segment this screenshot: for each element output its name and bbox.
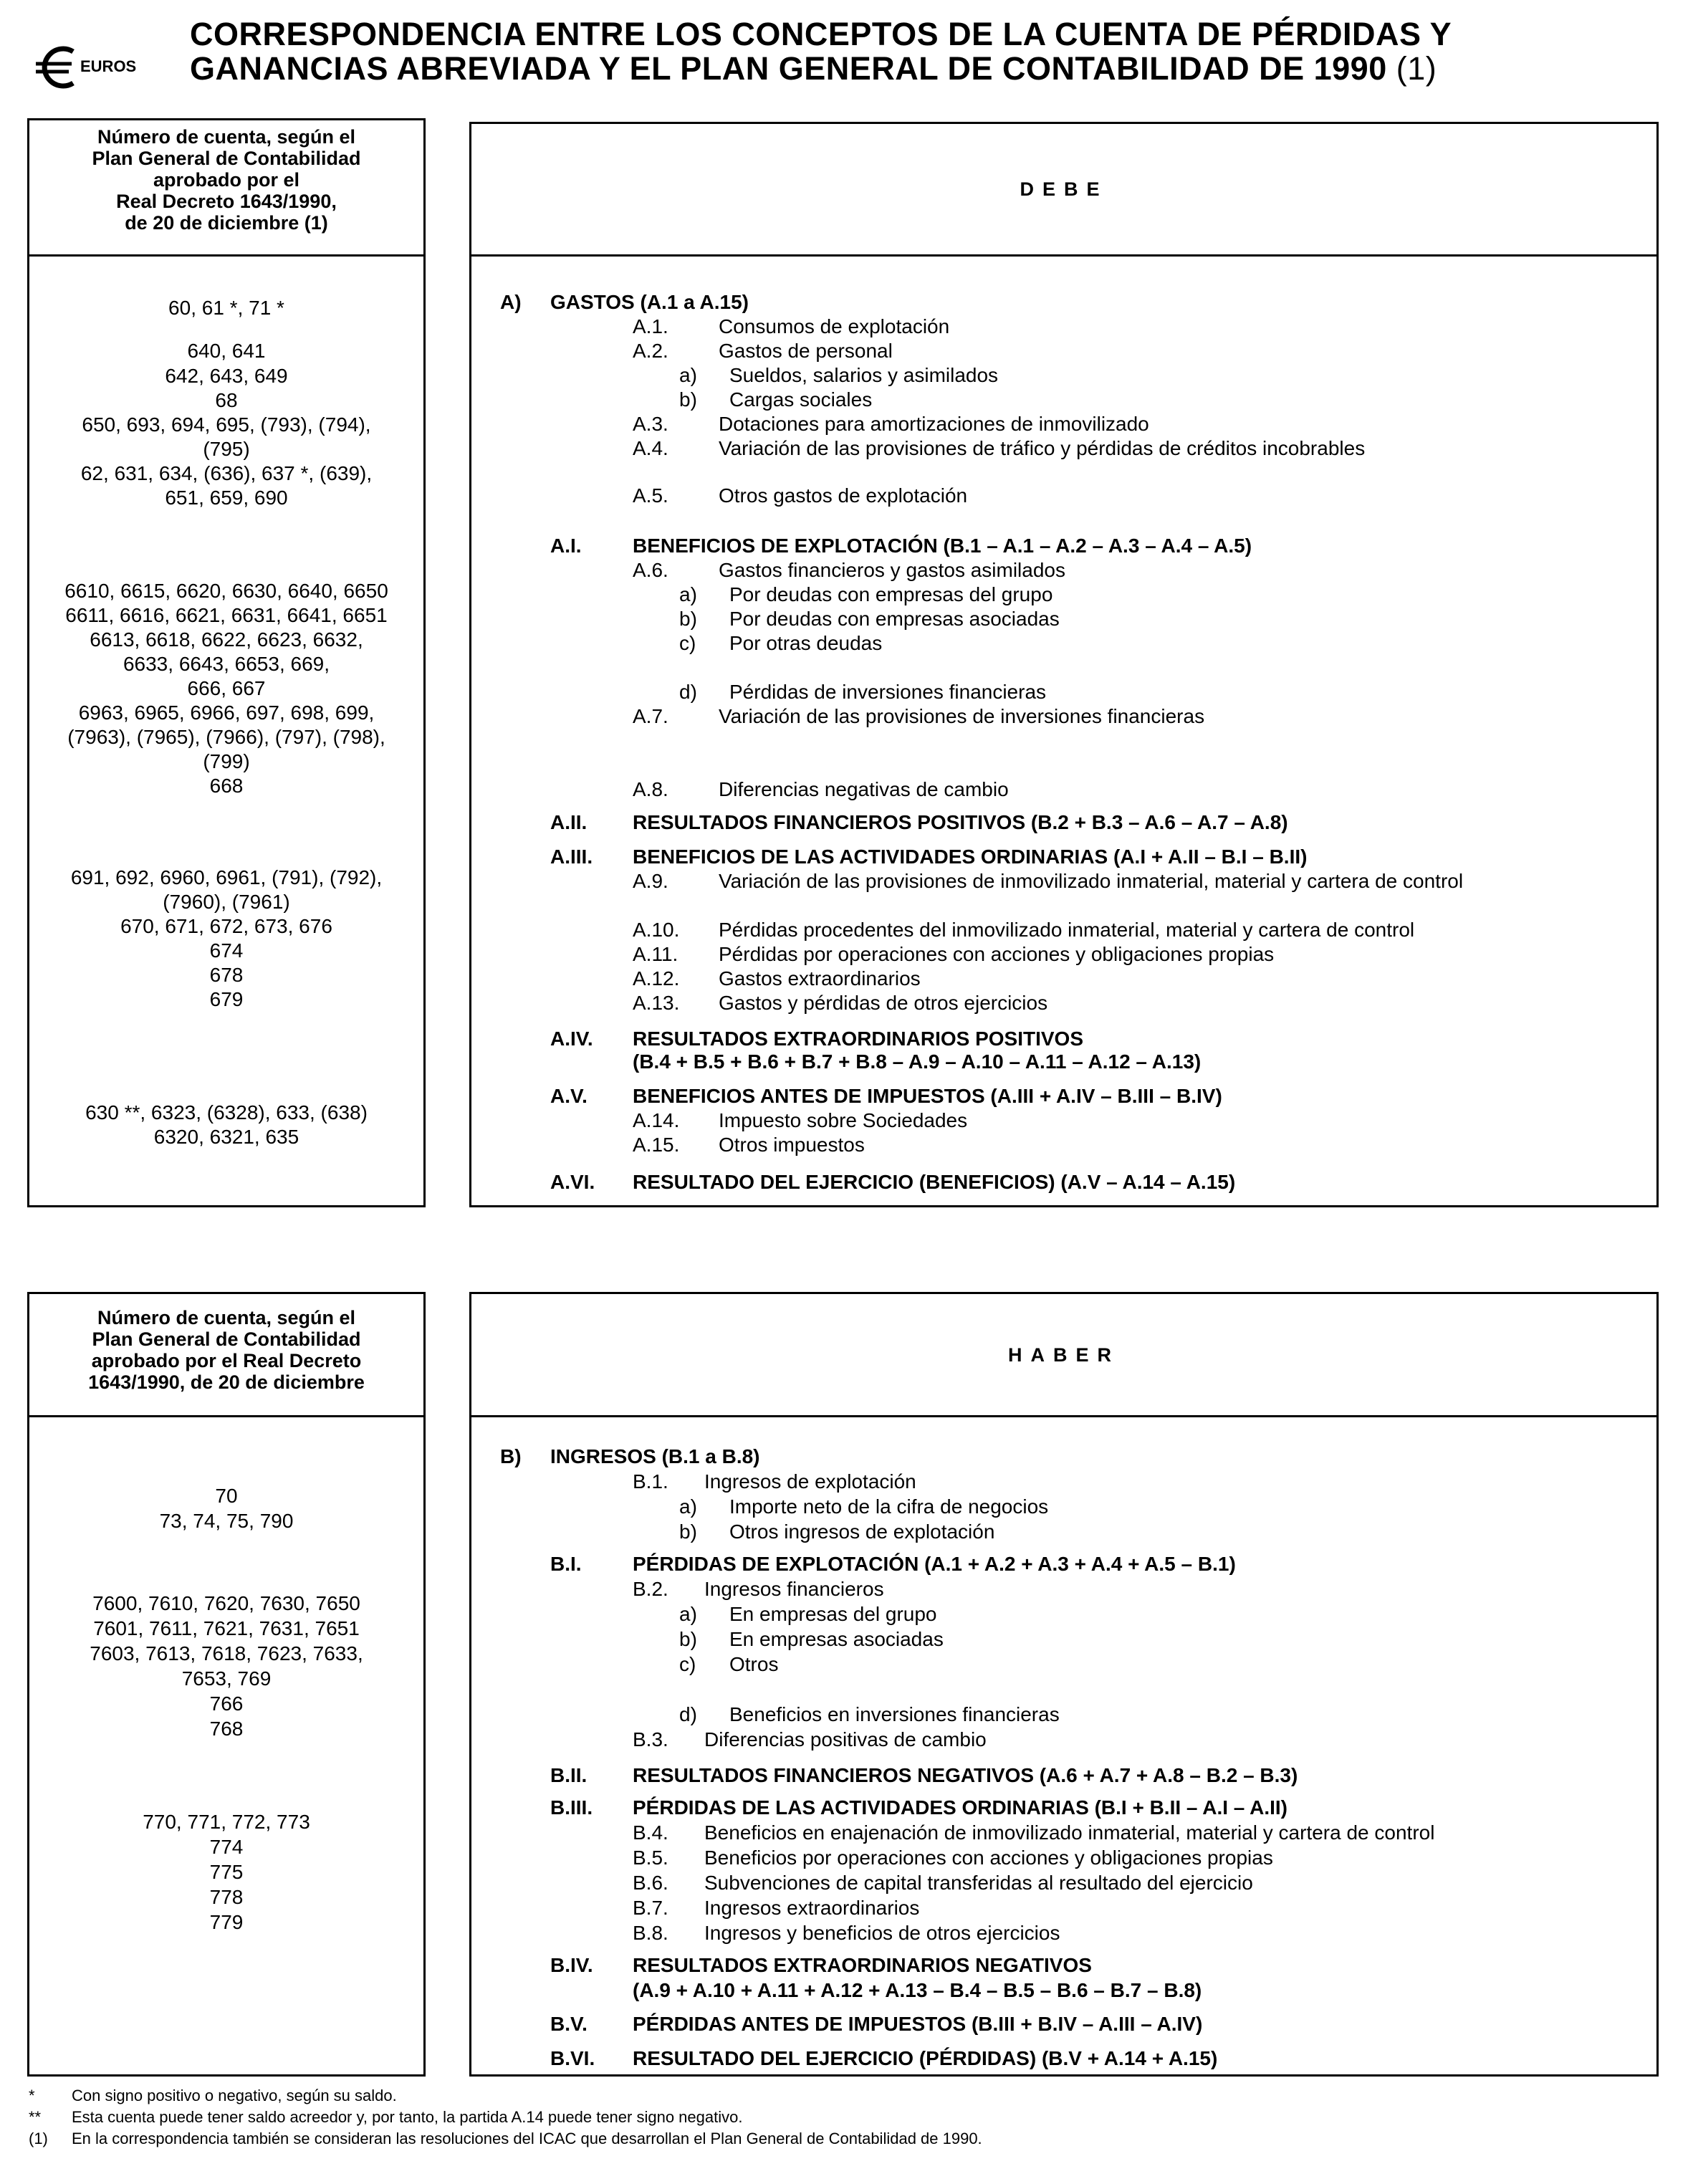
account-numbers-line: 775	[209, 1861, 244, 1883]
concept-code: A.1.	[633, 315, 668, 337]
haber-accounts-header: Número de cuenta, según el Plan General de Contabilidad aprobado por el Real Decreto 1643/1990, de 20 de diciembre	[29, 1294, 423, 1417]
concept-code: B.6.	[633, 1872, 668, 1894]
concept-text: Otros impuestos	[719, 1134, 865, 1156]
account-numbers-line: 668	[209, 775, 244, 797]
concept-text: BENEFICIOS DE LAS ACTIVIDADES ORDINARIAS (A.I + A.II – B.I – B.II)	[633, 846, 1308, 868]
concept-code: A)	[500, 291, 522, 313]
account-numbers-line: 768	[209, 1718, 244, 1740]
account-numbers-line: 678	[209, 964, 244, 986]
account-numbers-line: 6963, 6965, 6966, 697, 698, 699,	[78, 701, 375, 724]
concept-text: Gastos de personal	[719, 340, 893, 362]
concept-code: A.VI.	[550, 1171, 595, 1193]
account-numbers-line: 6320, 6321, 635	[153, 1126, 299, 1148]
concept-code: A.3.	[633, 413, 668, 435]
account-numbers-line: 7603, 7613, 7618, 7623, 7633,	[90, 1642, 363, 1665]
concept-code: b)	[679, 1520, 697, 1543]
concept-text: Impuesto sobre Sociedades	[719, 1109, 968, 1131]
concept-text: RESULTADO DEL EJERCICIO (BENEFICIOS) (A.V – A.14 – A.15)	[633, 1171, 1236, 1193]
account-numbers-line: 70	[215, 1485, 238, 1507]
concept-code: b)	[679, 1628, 697, 1650]
account-numbers-line: 6613, 6618, 6622, 6623, 6632,	[90, 628, 363, 651]
document-title	[190, 17, 1452, 86]
concept-text: Sueldos, salarios y asimilados	[729, 364, 999, 386]
concept-code: d)	[679, 681, 697, 703]
account-numbers-line: 7600, 7610, 7620, 7630, 7650	[92, 1592, 360, 1614]
concept-code: A.14.	[633, 1109, 680, 1131]
concept-text: Otros	[729, 1653, 779, 1675]
concept-text: Por otras deudas	[729, 632, 883, 654]
concept-code: A.9.	[633, 870, 668, 892]
concept-code: B.1.	[633, 1470, 668, 1493]
concept-text: Ingresos y beneficios de otros ejercicios	[704, 1922, 1060, 1944]
concept-code: A.4.	[633, 437, 668, 459]
concept-code: B.8.	[633, 1922, 668, 1944]
concept-text: Dotaciones para amortizaciones de inmovilizado	[719, 413, 1149, 435]
concept-code: a)	[679, 364, 697, 386]
debe-accounts-column	[27, 118, 426, 1207]
account-numbers-line: 651, 659, 690	[165, 487, 288, 509]
account-numbers-line: 770, 771, 772, 773	[143, 1811, 310, 1833]
concept-code: A.12.	[633, 967, 680, 990]
concept-code: A.2.	[633, 340, 668, 362]
concept-code: A.7.	[633, 705, 668, 727]
title-footnote-ref: (1)	[1396, 50, 1437, 87]
haber-accounts-column	[27, 1292, 426, 2077]
concept-code: B.V.	[550, 2013, 588, 2035]
concept-code: A.10.	[633, 919, 680, 941]
concept-text: (B.4 + B.5 + B.6 + B.7 + B.8 – A.9 – A.10 – A.11 – A.12 – A.13)	[633, 1050, 1202, 1073]
concept-code: A.13.	[633, 992, 680, 1014]
concept-code: A.III.	[550, 846, 593, 868]
title-line-1: CORRESPONDENCIA ENTRE LOS CONCEPTOS DE LA CUENTA DE PÉRDIDAS Y	[190, 16, 1452, 52]
concept-text: En empresas del grupo	[729, 1603, 937, 1625]
concept-text: Beneficios en inversiones financieras	[729, 1703, 1060, 1725]
account-numbers-line: 691, 692, 6960, 6961, (791), (792),	[70, 866, 383, 889]
concept-text: PÉRDIDAS DE EXPLOTACIÓN (A.1 + A.2 + A.3 + A.4 + A.5 – B.1)	[633, 1553, 1236, 1575]
concept-text: Consumos de explotación	[719, 315, 950, 337]
debe-concepts-column	[469, 122, 1659, 1207]
concept-text: Beneficios por operaciones con acciones y obligaciones propias	[704, 1847, 1273, 1869]
concept-text: BENEFICIOS DE EXPLOTACIÓN (B.1 – A.1 – A.2 – A.3 – A.4 – A.5)	[633, 535, 1252, 557]
haber-header: HABER	[471, 1294, 1656, 1417]
concept-code: B)	[500, 1445, 522, 1467]
concept-text: Gastos y pérdidas de otros ejercicios	[719, 992, 1048, 1014]
account-numbers-line: 779	[209, 1911, 244, 1933]
account-numbers-line: 6611, 6616, 6621, 6631, 6641, 6651	[65, 604, 388, 626]
account-numbers-line: 7601, 7611, 7621, 7631, 7651	[93, 1617, 360, 1639]
concept-text: Beneficios en enajenación de inmovilizado inmaterial, material y cartera de control	[704, 1821, 1435, 1844]
concept-text: Variación de las provisiones de inmovilizado inmaterial, material y cartera de control	[719, 870, 1464, 892]
concept-text: RESULTADO DEL EJERCICIO (PÉRDIDAS) (B.V + A.14 + A.15)	[633, 2047, 1218, 2069]
concept-code: c)	[679, 1653, 696, 1675]
concept-text: PÉRDIDAS ANTES DE IMPUESTOS (B.III + B.IV – A.III – A.IV)	[633, 2013, 1203, 2035]
account-numbers-line: 650, 693, 694, 695, (793), (794),	[82, 413, 371, 436]
concept-text: Subvenciones de capital transferidas al resultado del ejercicio	[704, 1872, 1253, 1894]
account-numbers-line: 60, 61 *, 71 *	[168, 297, 284, 319]
concept-code: A.V.	[550, 1085, 588, 1107]
concept-code: d)	[679, 1703, 697, 1725]
account-numbers-line: (795)	[203, 438, 250, 460]
concept-code: B.5.	[633, 1847, 668, 1869]
concept-code: B.II.	[550, 1764, 588, 1786]
concept-code: A.6.	[633, 559, 668, 581]
concept-text: Otros gastos de explotación	[719, 484, 968, 507]
account-numbers-line: 73, 74, 75, 790	[159, 1510, 294, 1532]
concept-code: b)	[679, 388, 697, 411]
concept-text: Pérdidas de inversiones financieras	[729, 681, 1047, 703]
account-numbers-line: 642, 643, 649	[165, 365, 288, 387]
concept-code: B.VI.	[550, 2047, 595, 2069]
concept-code: A.15.	[633, 1134, 680, 1156]
account-numbers-line: 7653, 769	[181, 1667, 272, 1690]
concept-text: RESULTADOS EXTRAORDINARIOS POSITIVOS	[633, 1028, 1084, 1050]
concept-text: BENEFICIOS ANTES DE IMPUESTOS (A.III + A.IV – B.III – B.IV)	[633, 1085, 1222, 1107]
footnote: ** Esta cuenta puede tener saldo acreedor y, por tanto, la partida A.14 puede tener signo negativo.	[29, 2108, 743, 2126]
concept-text: Importe neto de la cifra de negocios	[729, 1495, 1049, 1518]
account-numbers-line: 674	[209, 939, 244, 962]
concept-text: Gastos financieros y gastos asimilados	[719, 559, 1065, 581]
account-numbers-line: 766	[209, 1692, 244, 1715]
account-numbers-line: (7960), (7961)	[163, 891, 290, 913]
debe-header: DEBE	[471, 124, 1656, 257]
concept-text: Gastos extraordinarios	[719, 967, 921, 990]
account-numbers-line: 666, 667	[187, 677, 266, 699]
account-numbers-line: 778	[209, 1886, 244, 1908]
account-numbers-line: (7963), (7965), (7966), (797), (798),	[67, 726, 385, 748]
concept-code: b)	[679, 608, 697, 630]
footnotes	[29, 2085, 982, 2150]
concept-code: A.11.	[633, 943, 678, 965]
concept-text: RESULTADOS FINANCIEROS POSITIVOS (B.2 + B.3 – A.6 – A.7 – A.8)	[633, 811, 1288, 833]
concept-text: Pérdidas procedentes del inmovilizado inmaterial, material y cartera de control	[719, 919, 1415, 941]
account-numbers-line: 670, 671, 672, 673, 676	[120, 915, 332, 937]
concept-text: RESULTADOS EXTRAORDINARIOS NEGATIVOS	[633, 1954, 1092, 1976]
concept-text: Ingresos de explotación	[704, 1470, 916, 1493]
concept-text: Variación de las provisiones de inversiones financieras	[719, 705, 1205, 727]
concept-code: A.IV.	[550, 1028, 593, 1050]
concept-text: Variación de las provisiones de tráfico y pérdidas de créditos incobrables	[719, 437, 1366, 459]
concept-text: Ingresos financieros	[704, 1578, 884, 1600]
concept-code: B.4.	[633, 1821, 668, 1844]
title-line-2: GANANCIAS ABREVIADA Y EL PLAN GENERAL DE CONTABILIDAD DE 1990 (1)	[190, 50, 1437, 87]
concept-code: B.2.	[633, 1578, 668, 1600]
concept-code: A.I.	[550, 535, 582, 557]
concept-code: a)	[679, 583, 697, 605]
concept-text: Pérdidas por operaciones con acciones y obligaciones propias	[719, 943, 1275, 965]
account-numbers-line: 630 **, 6323, (6328), 633, (638)	[85, 1101, 368, 1124]
account-numbers-line: (799)	[203, 750, 250, 772]
haber-concepts-column	[469, 1292, 1659, 2077]
concept-text: Cargas sociales	[729, 388, 873, 411]
euros-label: EUROS	[80, 57, 137, 75]
account-numbers-line: 640, 641	[187, 340, 266, 362]
concept-text: Ingresos extraordinarios	[704, 1897, 920, 1919]
concept-code: a)	[679, 1495, 697, 1518]
concept-code: a)	[679, 1603, 697, 1625]
concept-code: A.II.	[550, 811, 588, 833]
debe-accounts-header: Número de cuenta, según el Plan General de Contabilidad aprobado por el Real Decreto 1643/1990, de 20 de diciembre (1)	[29, 120, 423, 257]
concept-text: GASTOS (A.1 a A.15)	[550, 291, 749, 313]
concept-code: B.7.	[633, 1897, 668, 1919]
concept-text: RESULTADOS FINANCIEROS NEGATIVOS (A.6 + A.7 + A.8 – B.2 – B.3)	[633, 1764, 1298, 1786]
concept-code: B.I.	[550, 1553, 582, 1575]
account-numbers-line: 62, 631, 634, (636), 637 *, (639),	[80, 462, 373, 484]
concept-code: B.3.	[633, 1728, 668, 1750]
account-numbers-line: 6610, 6615, 6620, 6630, 6640, 6650	[64, 580, 388, 602]
concept-code: c)	[679, 632, 696, 654]
concept-code: B.III.	[550, 1796, 593, 1819]
concept-text: Por deudas con empresas asociadas	[729, 608, 1060, 630]
concept-text: INGRESOS (B.1 a B.8)	[550, 1445, 760, 1467]
footnote: (1) En la correspondencia también se consideran las resoluciones del ICAC que desarrollan el Plan General de Contabilidad de 1990.	[29, 2130, 982, 2147]
concept-text: Otros ingresos de explotación	[729, 1520, 995, 1543]
concept-text: En empresas asociadas	[729, 1628, 944, 1650]
concept-code: B.IV.	[550, 1954, 593, 1976]
concept-text: Diferencias negativas de cambio	[719, 778, 1009, 800]
concept-text: PÉRDIDAS DE LAS ACTIVIDADES ORDINARIAS (B.I + B.II – A.I – A.II)	[633, 1796, 1287, 1819]
concept-text: Por deudas con empresas del grupo	[729, 583, 1053, 605]
concept-code: A.5.	[633, 484, 668, 507]
concept-code: A.8.	[633, 778, 668, 800]
account-numbers-line: 68	[215, 389, 238, 411]
account-numbers-line: 6633, 6643, 6653, 669,	[123, 653, 330, 675]
account-numbers-line: 774	[209, 1836, 244, 1858]
concept-text: Diferencias positivas de cambio	[704, 1728, 987, 1750]
concept-text: (A.9 + A.10 + A.11 + A.12 + A.13 – B.4 – B.5 – B.6 – B.7 – B.8)	[633, 1979, 1202, 2001]
footnote: * Con signo positivo o negativo, según su saldo.	[29, 2087, 397, 2104]
account-numbers-line: 679	[209, 988, 244, 1010]
